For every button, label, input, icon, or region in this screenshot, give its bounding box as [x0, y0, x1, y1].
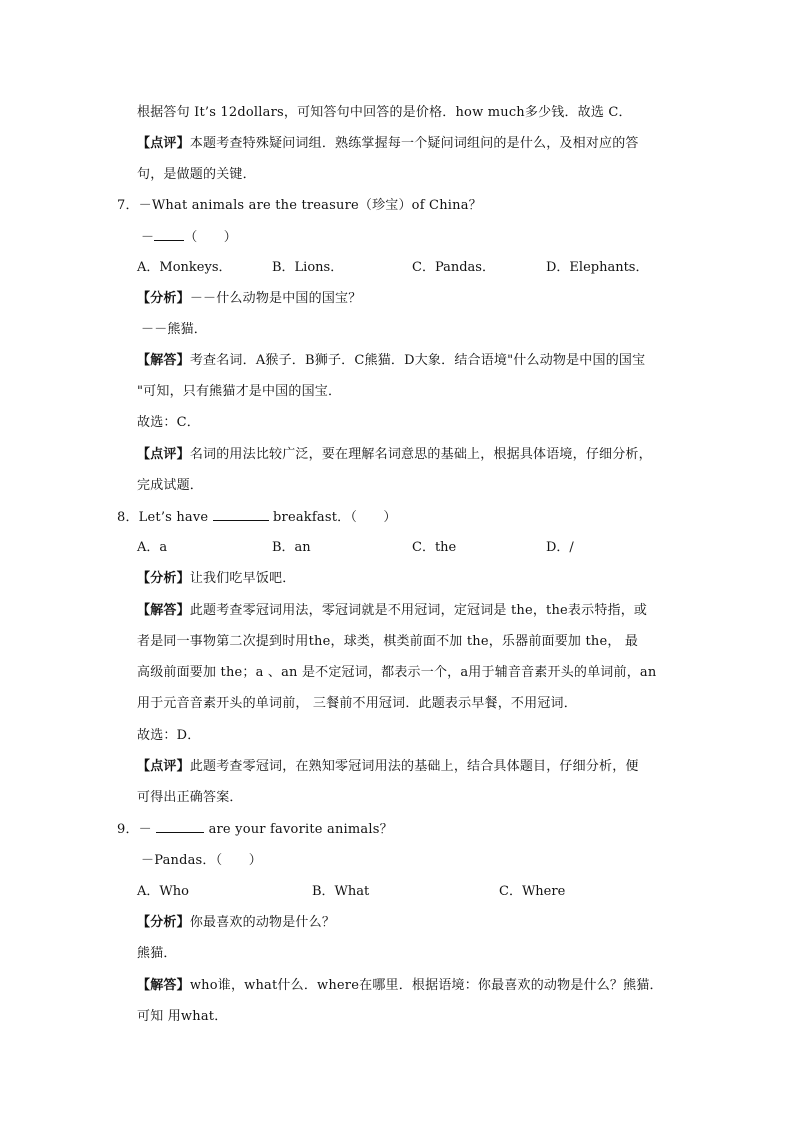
- q7-number: 7．: [117, 198, 139, 213]
- q8-option-a: A．a: [137, 540, 168, 555]
- q9-solution-text-2: 可知 用what．: [137, 1009, 228, 1024]
- q9-option-a: A．Who: [137, 884, 189, 899]
- q6-solution-line: 根据答句 It’s 12dollars，可知答句中回答的是价格．how much多少钱．故选 C．: [137, 105, 632, 120]
- answer-blank: [154, 228, 184, 241]
- q8-solution-text-2: 者是同一事物第二次提到时用the，球类，棋类前面不加 the，乐器前面要加 the， 最: [137, 634, 639, 649]
- analysis-tag: 【分析】: [137, 291, 190, 306]
- solution-tag: 【解答】: [137, 353, 190, 368]
- q7-option-b: B．Lions．: [272, 260, 344, 275]
- comment-tag: 【点评】: [137, 136, 190, 151]
- q8-comment-text-2: 可得出正确答案．: [137, 790, 243, 805]
- q8-stem-before: Let’s have: [138, 510, 209, 525]
- comment-tag: 【点评】: [137, 447, 190, 462]
- answer-blank: [213, 508, 269, 521]
- q7-option-d: D．Elephants．: [546, 260, 649, 275]
- q7-stem-text: －What animals are the treasure（珍宝）of China？: [138, 198, 482, 213]
- q7-option-c: C．Pandas．: [412, 260, 495, 275]
- analysis-tag: 【分析】: [137, 915, 190, 930]
- q7-analysis-text-1: －－什么动物是中国的国宝？: [189, 291, 362, 306]
- q7-solution-text-1: 考查名词．A猴子．B狮子．C熊猫．D大象．结合语境"什么动物是中国的国宝: [189, 353, 646, 368]
- solution-tag: 【解答】: [137, 603, 190, 618]
- q9-option-b: B．What: [312, 884, 370, 899]
- q9-analysis-text-1: 你最喜欢的动物是什么？: [189, 915, 336, 930]
- q8-solution-text-4: 用于元音音素开头的单词前， 三餐前不用冠词．此题表示早餐，不用冠词．: [137, 696, 577, 711]
- q8-choice: 故选：D．: [137, 728, 201, 743]
- q7-answer-line: [141, 228, 237, 247]
- q6-comment-text-2: 句，是做题的关键．: [137, 167, 256, 182]
- q9-stem-after: are your favorite animals？: [208, 822, 393, 837]
- q6-comment-text-1: 本题考查特殊疑问词组．熟练掌握每一个疑问词组问的是什么，及相对应的答: [189, 136, 639, 151]
- q7-option-a: A．Monkeys．: [137, 260, 232, 275]
- answer-blank: [156, 820, 204, 833]
- q8-comment: [137, 758, 639, 776]
- q8-analysis: [137, 570, 295, 588]
- q8-comment-text-1: 此题考查零冠词，在熟知零冠词用法的基础上，结合具体题目，仔细分析，便: [189, 759, 639, 774]
- q7-answer-prefix: －: [141, 230, 155, 245]
- q9-solution: [137, 977, 663, 995]
- q7-comment: [137, 446, 652, 464]
- q9-solution-text-1: who谁，what什么．where在哪里．根据语境：你最喜欢的动物是什么？熊猫．: [189, 978, 663, 993]
- q7-choice: 故选：C．: [137, 415, 200, 430]
- analysis-tag: 【分析】: [137, 571, 190, 586]
- q8-analysis-text-1: 让我们吃早饭吧．: [189, 571, 296, 586]
- q8-solution: [137, 602, 647, 620]
- q9-stem-prefix: －: [138, 822, 152, 837]
- q9-answer-line: －Pandas．（ ）: [141, 853, 262, 868]
- q7-analysis: [137, 290, 361, 308]
- q6-comment: [137, 135, 639, 153]
- q7-analysis-text-2: －－熊猫．: [141, 322, 208, 337]
- q8-stem-after: breakfast．（ ）: [273, 510, 397, 525]
- q8-solution-text-3: 高级前面要加 the；a 、an 是不定冠词，都表示一个，a用于辅音音素开头的单词前，an: [137, 665, 657, 680]
- q7-answer-suffix: （ ）: [184, 230, 238, 245]
- q9-option-c: C．Where: [499, 884, 566, 899]
- q7-solution: [137, 352, 645, 370]
- q9-number: 9．: [117, 822, 139, 837]
- q7-comment-text-2: 完成试题．: [137, 478, 204, 493]
- q7-stem: [117, 197, 482, 215]
- q7-comment-text-1: 名词的用法比较广泛，要在理解名词意思的基础上，根据具体语境，仔细分析，: [189, 447, 652, 462]
- q8-solution-text-1: 此题考查零冠词用法，零冠词就是不用冠词，定冠词是 the，the表示特指，或: [189, 603, 648, 618]
- q8-number: 8．: [117, 510, 139, 525]
- q9-stem: [117, 820, 393, 839]
- comment-tag: 【点评】: [137, 759, 190, 774]
- q9-analysis-text-2: 熊猫．: [137, 946, 177, 961]
- q8-option-b: B．an: [272, 540, 311, 555]
- q8-stem: [117, 508, 397, 527]
- q9-analysis: [137, 914, 335, 932]
- q8-option-c: C．the: [412, 540, 457, 555]
- q7-solution-text-2: "可知，只有熊猫才是中国的国宝．: [137, 384, 342, 399]
- solution-tag: 【解答】: [137, 978, 190, 993]
- q8-option-d: D．/: [546, 540, 574, 555]
